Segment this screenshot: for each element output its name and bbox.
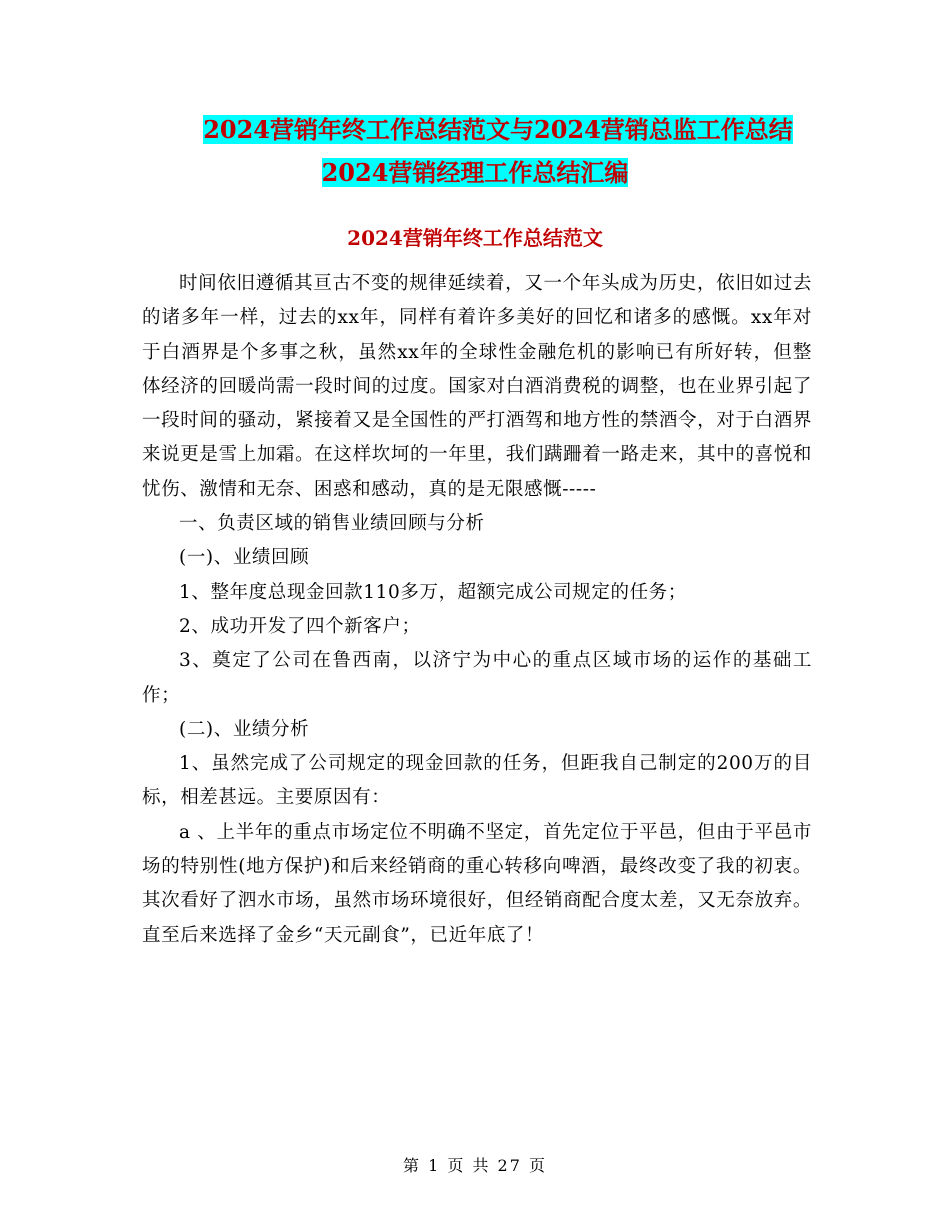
paragraph-intro: 时间依旧遵循其亘古不变的规律延续着，又一个年头成为历史，依旧如过去的诸多年一样，过去的xx年，同样有着许多美好的回忆和诸多的感慨。xx年对于白酒界是个多事之秋，虽然xx年的全球性金融危机的影响已有所好转，但整体经济的回暖尚需一段时间的过度。国家对白酒消费税的调整，也在业界引起了一段时间的骚动，紧接着又是全国性的严打酒驾和地方性的禁酒令，对于白酒界来说更是雪上加霜。在这样坎坷的一年里，我们蹒跚着一路走来，其中的喜悦和忧伤、激情和无奈、困惑和感动，真的是无限感慨-----	[142, 273, 812, 500]
paragraph-item-2: 2、成功开发了四个新客户；	[179, 615, 421, 637]
paragraph-subsection-1: (一)、业绩回顾	[179, 547, 310, 569]
paragraph-subsection-2: (二)、业绩分析	[179, 718, 310, 740]
page-footer: 第 1 页 共 27 页	[403, 1156, 547, 1175]
document-title-line-1-text: 2024营销年终工作总结范文与2024营销总监工作总结	[203, 115, 793, 144]
document-title-line-2	[0, 157, 950, 189]
body-text	[142, 267, 812, 953]
document-title-line-2-text: 2024营销经理工作总结汇编	[321, 158, 629, 187]
section-heading: 2024营销年终工作总结范文	[347, 226, 603, 250]
paragraph-analysis-1: 1、虽然完成了公司规定的现金回款的任务，但距我自己制定的200万的目标，相差甚远。主要原因有：	[142, 753, 812, 809]
paragraph-item-3: 3、奠定了公司在鲁西南，以济宁为中心的重点区域市场的运作的基础工作；	[142, 650, 812, 706]
document-title-line-1	[0, 114, 950, 146]
paragraph-analysis-a: a 、上半年的重点市场定位不明确不坚定，首先定位于平邑，但由于平邑市场的特别性(地方保护)和后来经销商的重心转移向啤酒，最终改变了我的初衷。其次看好了泗水市场，虽然市场环境很好，但经销商配合度太差，又无奈放弃。直至后来选择了金乡“天元副食”，已近年底了！	[142, 821, 812, 946]
paragraph-item-1: 1、整年度总现金回款110多万，超额完成公司规定的任务；	[179, 581, 687, 603]
paragraph-section-1: 一、负责区域的销售业绩回顾与分析	[179, 513, 485, 535]
